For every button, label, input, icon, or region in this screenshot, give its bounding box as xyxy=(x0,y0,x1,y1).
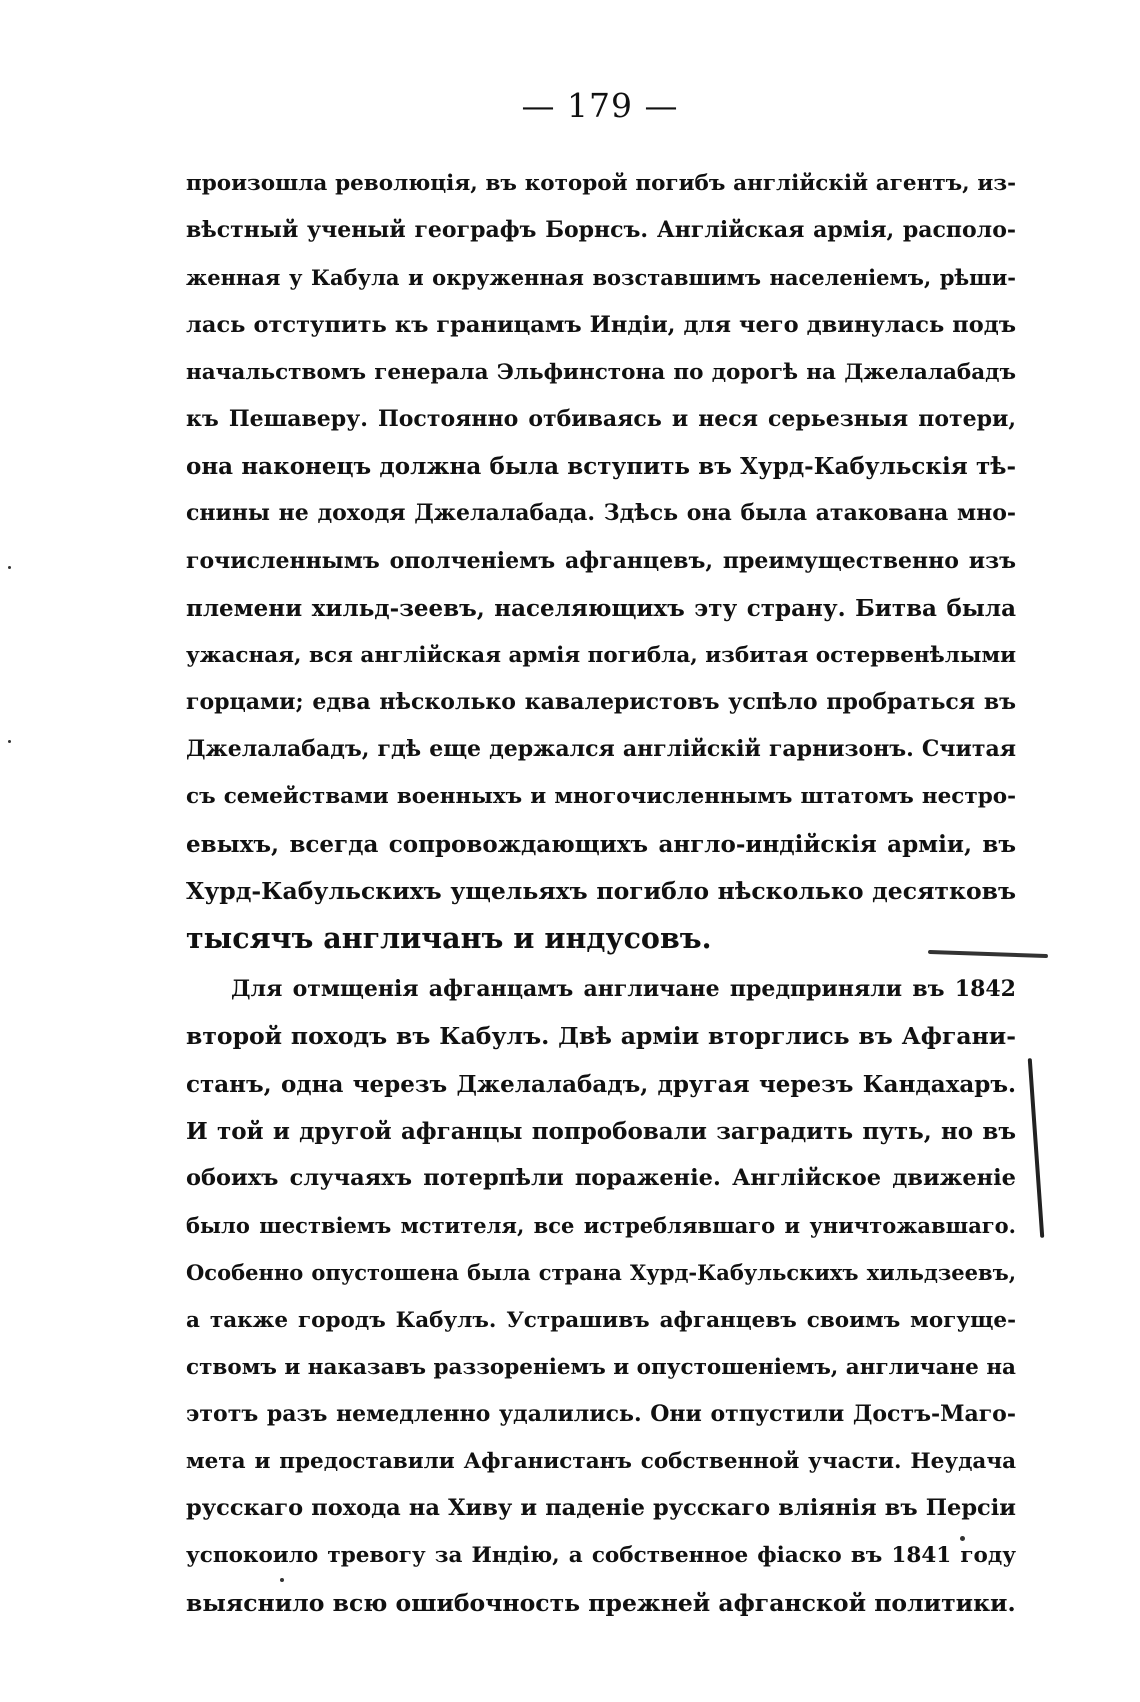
text-line: ствомъ и наказавъ раззореніемъ и опустошеніемъ, англичане на xyxy=(186,1354,1016,1380)
text-line: племени хильд-зеевъ, населяющихъ эту страну. Битва была xyxy=(186,594,1016,622)
text-line: ужасная, вся англійская армія погибла, избитая остервенѣлыми xyxy=(186,642,1017,668)
text-line: выяснило всю ошибочность прежней афганской политики. xyxy=(186,1588,1016,1617)
margin-sideline-mark xyxy=(1028,1058,1045,1238)
text-line: гочисленнымъ ополченіемъ афганцевъ, преимущественно изъ xyxy=(186,547,1016,574)
text-line: мета и предоставили Афганистанъ собственной участи. Неудача xyxy=(186,1449,1016,1475)
text-line: успокоило тревогу за Индію, а собственное фіаско въ 1841 году xyxy=(186,1543,1016,1569)
text-line: второй походъ въ Кабулъ. Двѣ арміи вторглись въ Афгани- xyxy=(186,1022,1016,1051)
text-line: было шествіемъ мстителя, все истреблявшаго и уничтожавшаго. xyxy=(186,1213,1016,1239)
scan-speck xyxy=(960,1536,965,1541)
text-line: Джелалабадъ, гдѣ еще держался англійскій гарнизонъ. Считая xyxy=(186,736,1016,763)
text-line: начальствомъ генерала Эльфинстона по дорогѣ на Джелалабадъ xyxy=(186,359,1016,385)
scan-speck xyxy=(8,740,11,743)
text-line: И той и другой афганцы попробовали заградить путь, но въ xyxy=(186,1117,1016,1145)
body-text xyxy=(186,160,1016,1627)
text-line: произошла революція, въ которой погибъ англійскій агентъ, из- xyxy=(186,171,1016,196)
text-line: обоихъ случаяхъ потерпѣли пораженіе. Англійское движеніе xyxy=(186,1164,1016,1191)
text-line: она наконецъ должна была вступить въ Хурд-Кабульскія тѣ- xyxy=(186,453,1016,481)
page-number: — 179 — xyxy=(521,86,679,125)
text-line: вѣстный ученый географъ Борнсъ. Англійская армія, располо- xyxy=(186,217,1016,244)
text-line: Хурд-Кабульскихъ ущельяхъ погибло нѣсколько десятковъ xyxy=(186,876,1016,905)
scan-speck xyxy=(8,566,11,569)
text-line: тысячъ англичанъ и индусовъ. xyxy=(186,921,712,955)
text-line: женная у Кабула и окруженная возставшимъ населеніемъ, рѣши- xyxy=(186,265,1016,291)
text-line: лась отступить къ границамъ Индіи, для чего двинулась подъ xyxy=(186,311,1016,338)
scan-speck xyxy=(280,1578,284,1582)
text-line: евыхъ, всегда сопровождающихъ англо-индійскія арміи, въ xyxy=(186,830,1016,858)
text-line: къ Пешаверу. Постоянно отбиваясь и неся серьезныя потери, xyxy=(186,405,1016,432)
text-line: русскаго похода на Хиву и паденіе русскаго вліянія въ Персіи xyxy=(186,1495,1016,1522)
text-line: а также городъ Кабулъ. Устрашивъ афганцевъ своимъ могуще- xyxy=(186,1307,1016,1333)
text-line: станъ, одна черезъ Джелалабадъ, другая черезъ Кандахаръ. xyxy=(186,1070,1016,1098)
text-line: снины не доходя Джелалабада. Здѣсь она была атакована мно- xyxy=(186,500,1016,527)
text-line: этотъ разъ немедленно удалились. Они отпустили Достъ-Маго- xyxy=(186,1400,1016,1427)
paragraph-start-line: Для отмщенія афганцамъ англичане предприняли въ 1842 xyxy=(231,976,1016,1003)
text-line: Особенно опустошена была страна Хурд-Кабульскихъ хильдзеевъ, xyxy=(186,1260,1016,1286)
text-line: съ семействами военныхъ и многочисленнымъ штатомъ нестро- xyxy=(186,784,1016,810)
text-line: горцами; едва нѣсколько кавалеристовъ успѣло пробраться въ xyxy=(186,689,1016,716)
